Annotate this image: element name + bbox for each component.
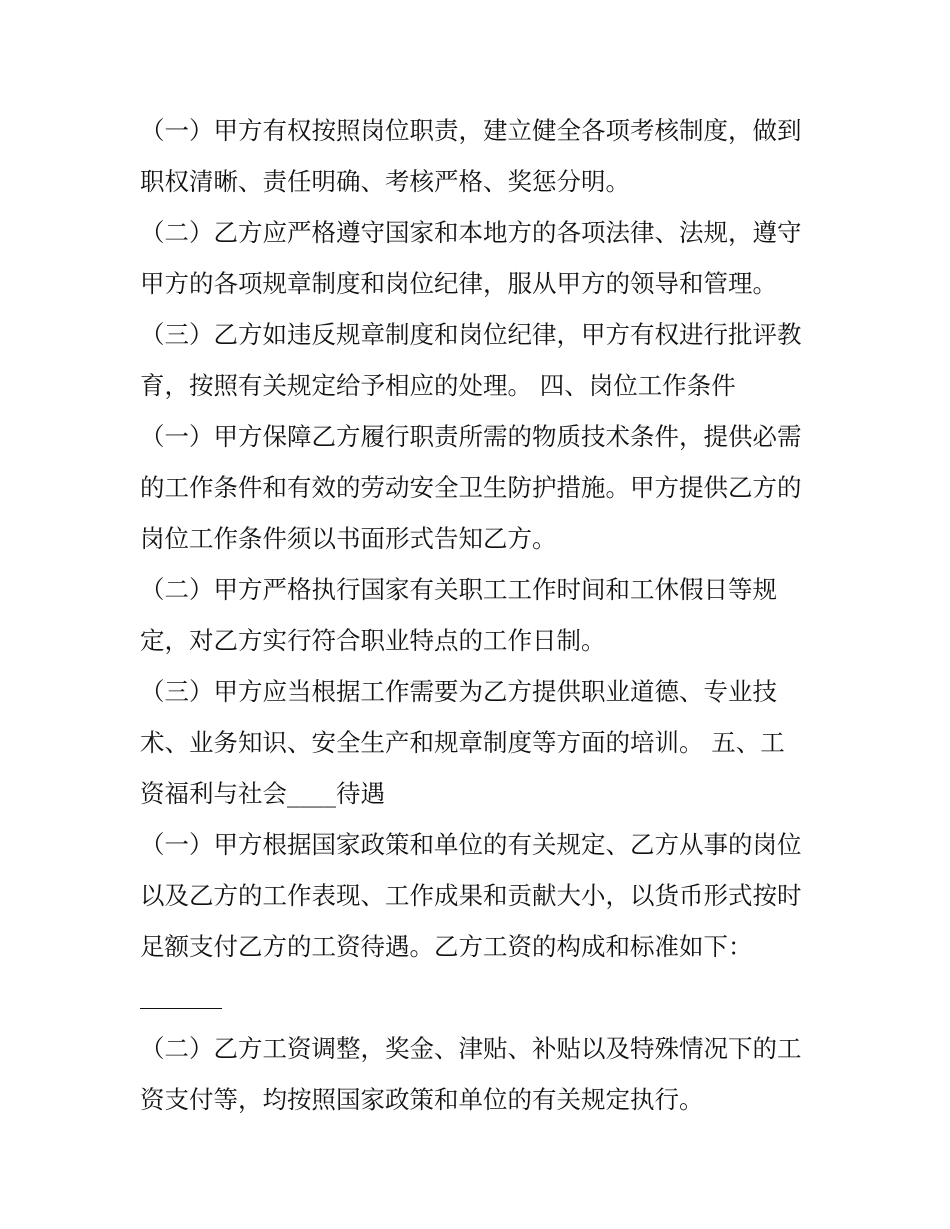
paragraph-4 xyxy=(140,411,830,564)
paragraph-line: （三）乙方如违反规章制度和岗位纪律，甲方有权进行批评教 xyxy=(140,320,802,349)
paragraph-line: 资支付等，均按照国家政策和单位的有关规定执行。 xyxy=(140,1085,704,1114)
paragraph-line: 甲方的各项规章制度和岗位纪律，服从甲方的领导和管理。 xyxy=(140,269,777,298)
document-body xyxy=(140,105,830,1125)
blank-underline xyxy=(140,1008,222,1009)
paragraph-line: 资福利与社会____待遇 xyxy=(140,779,385,808)
paragraph-line: （一）甲方有权按照岗位职责，建立健全各项考核制度，做到 xyxy=(140,116,802,145)
paragraph-line: （三）甲方应当根据工作需要为乙方提供职业道德、专业技 xyxy=(140,677,777,706)
paragraph-line: 的工作条件和有效的劳动安全卫生防护措施。甲方提供乙方的 xyxy=(140,473,802,502)
paragraph-line: （一）甲方根据国家政策和单位的有关规定、乙方从事的岗位 xyxy=(140,830,802,859)
paragraph-line: 岗位工作条件须以书面形式告知乙方。 xyxy=(140,524,557,553)
paragraph-line: 足额支付乙方的工资待遇。乙方工资的构成和标准如下： xyxy=(140,932,753,961)
paragraph-line: 职权清晰、责任明确、考核严格、奖惩分明。 xyxy=(140,167,630,196)
paragraph-line: 以及乙方的工作表现、工作成果和贡献大小，以货币形式按时 xyxy=(140,881,802,910)
paragraph-5 xyxy=(140,564,830,666)
paragraph-line: 育，按照有关规定给予相应的处理。 四、岗位工作条件 xyxy=(140,371,736,400)
paragraph-line: （二）乙方应严格遵守国家和本地方的各项法律、法规，遵守 xyxy=(140,218,802,247)
paragraph-2 xyxy=(140,207,830,309)
paragraph-line: 术、业务知识、安全生产和规章制度等方面的培训。 五、工 xyxy=(140,728,785,757)
paragraph-1 xyxy=(140,105,830,207)
paragraph-8 xyxy=(140,1023,830,1125)
paragraph-line: （一）甲方保障乙方履行职责所需的物质技术条件，提供必需 xyxy=(140,422,802,451)
paragraph-line: （二）乙方工资调整，奖金、津贴、补贴以及特殊情况下的工 xyxy=(140,1034,802,1063)
paragraph-7 xyxy=(140,819,830,1023)
fill-in-blank xyxy=(140,972,830,1023)
paragraph-line: 定，对乙方实行符合职业特点的工作日制。 xyxy=(140,626,606,655)
paragraph-3 xyxy=(140,309,830,411)
paragraph-line: （二）甲方严格执行国家有关职工工作时间和工休假日等规 xyxy=(140,575,777,604)
paragraph-6 xyxy=(140,666,830,819)
